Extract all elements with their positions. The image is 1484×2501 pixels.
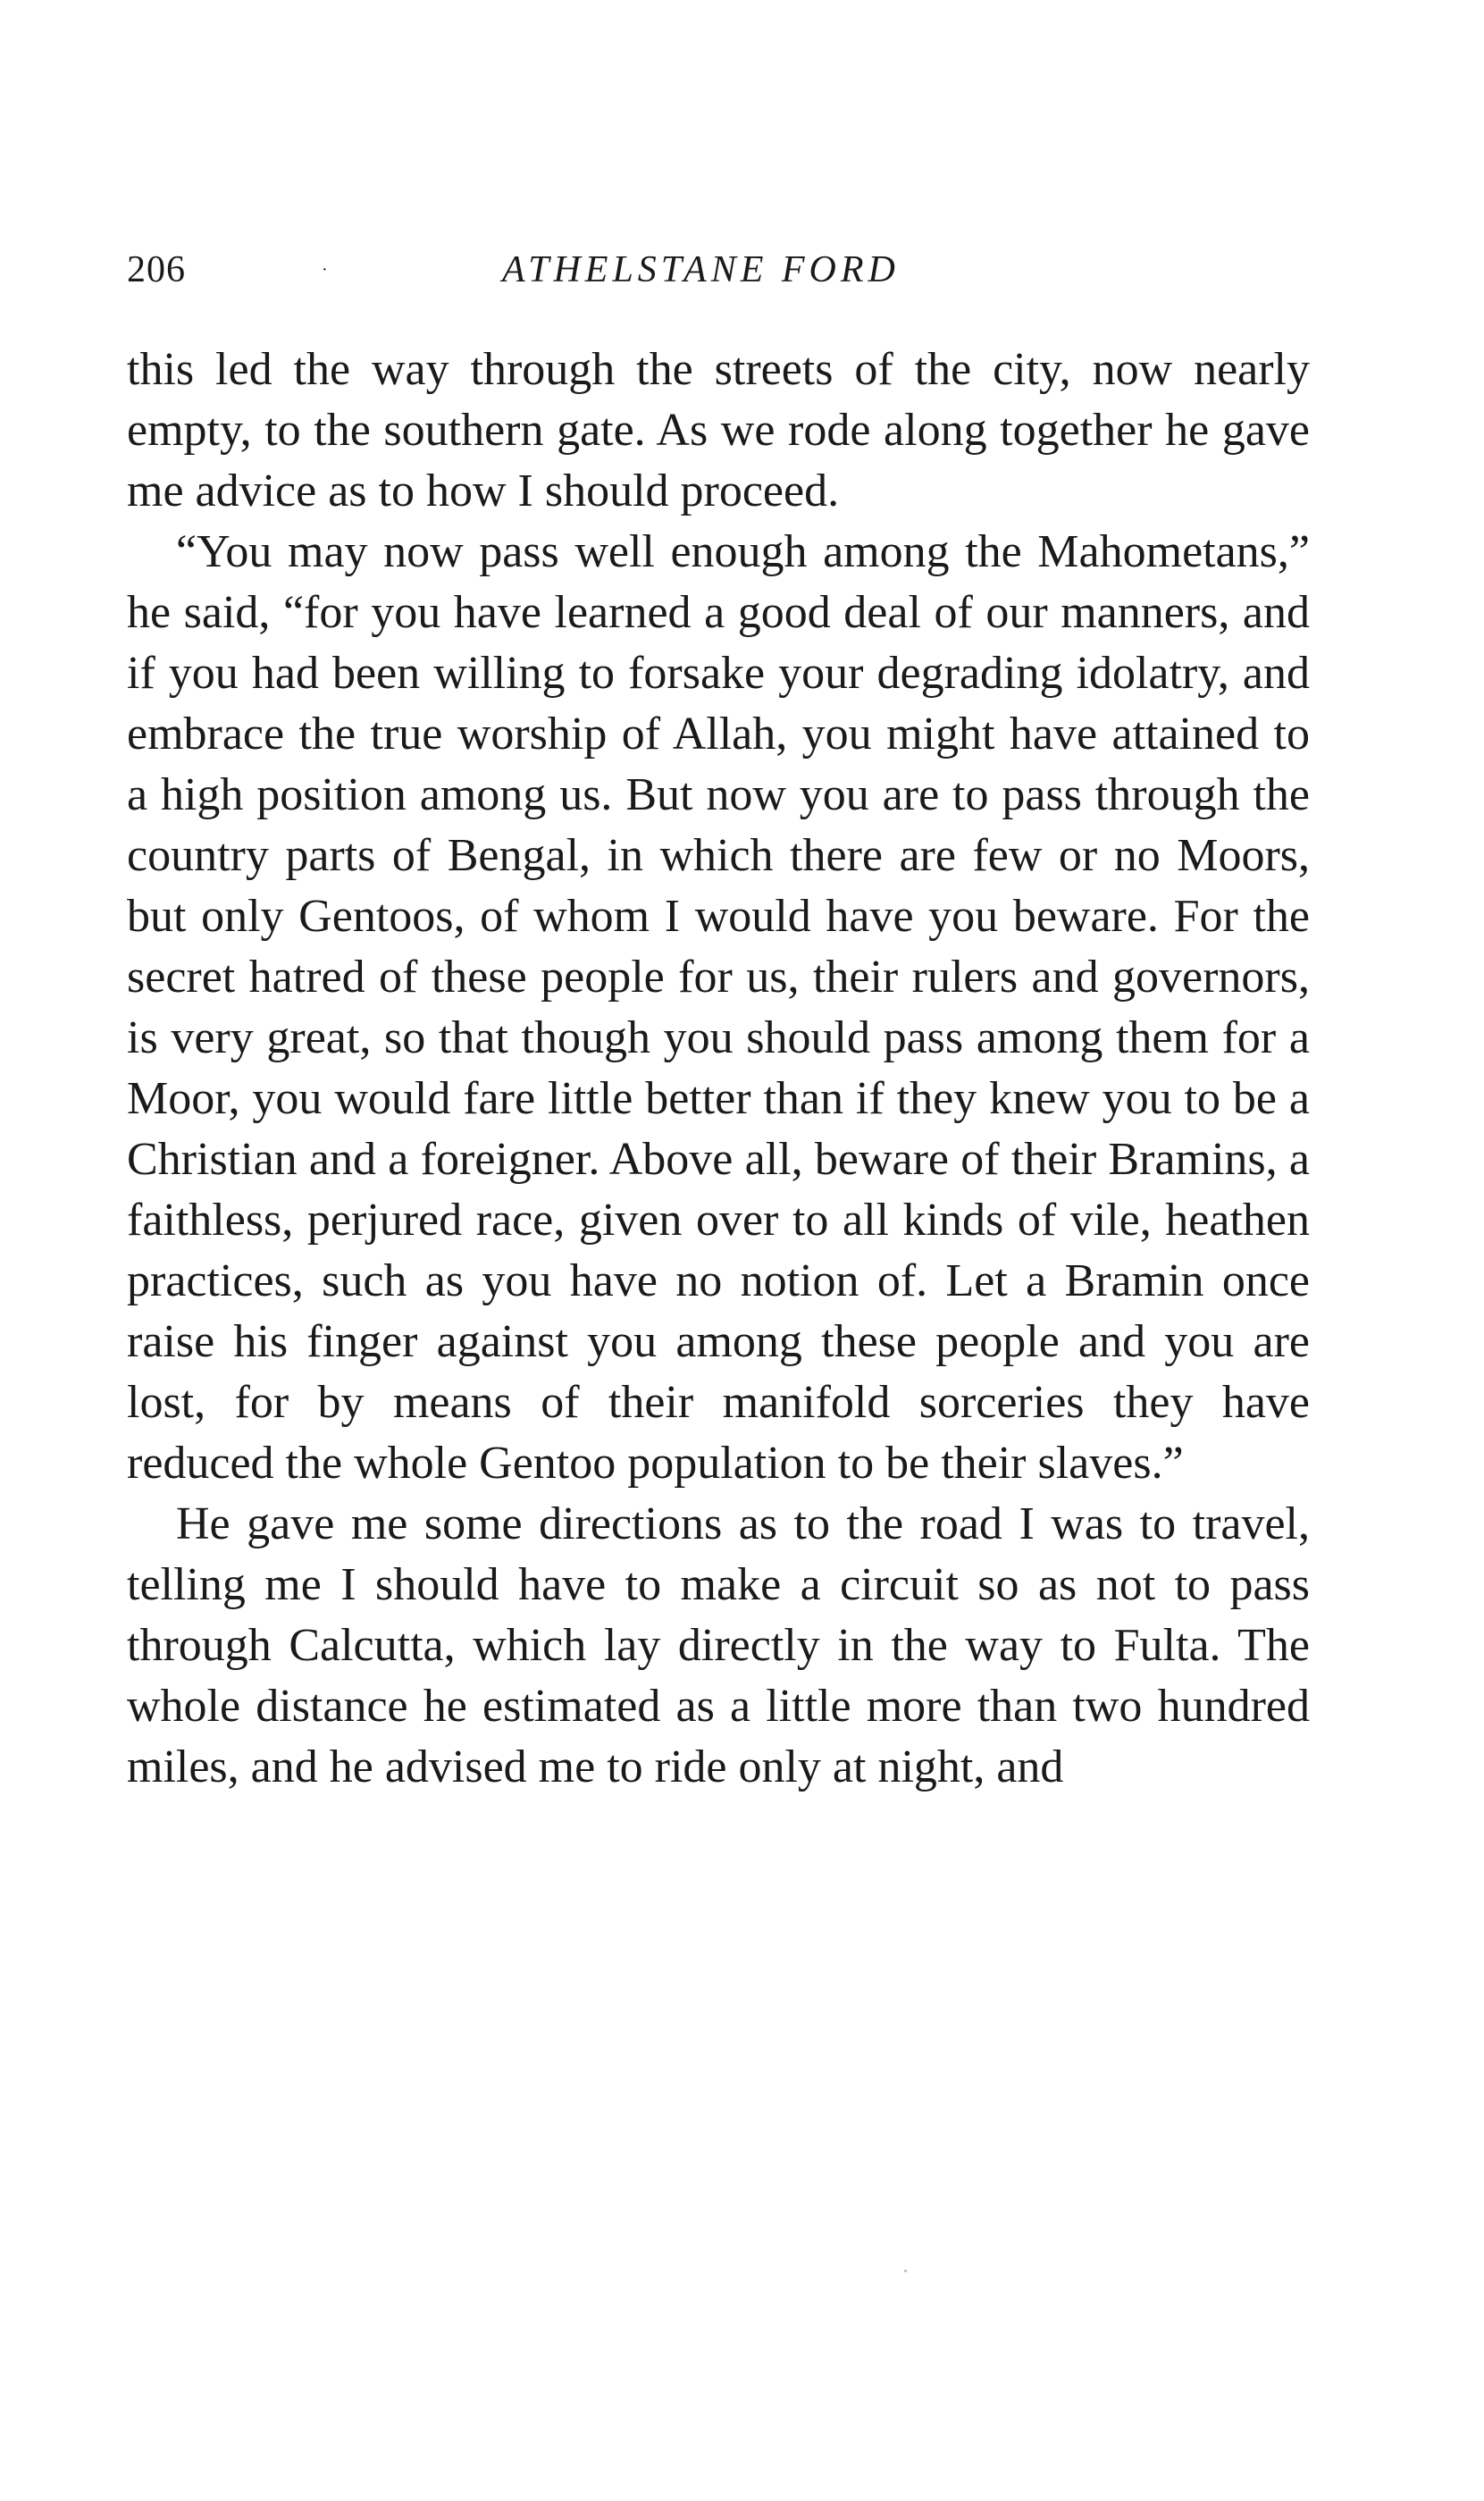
running-head [127, 243, 1310, 297]
body-text [127, 340, 1310, 1798]
header-separator: · [322, 260, 328, 280]
paragraph-1: this led the way through the streets of the city, now nearly empty, to the southern gate. As we rode along together he gave me advice as to how I should proceed. [127, 344, 1310, 516]
paragraph-2: “You may now pass well enough among the Mahometans,” he said, “for you have learned a good deal of our manners, and if you had been willing to forsake your degrading idolatry, and embrace the true worship of Allah, you might have attained to a high position among us. But now you are to pass through the country parts of Bengal, in which there are few or no Moors, but only Gentoos, of whom I would have you beware. For the secret hatred of these people for us, their rulers and governors, is very great, so that though you should pass among them for a Moor, you would fare little better than if they knew you to be a Christian and a foreigner. Above all, beware of their Bramins, a faithless, perjured race, given over to all kinds of vile, heathen practices, such as you have no notion of. Let a Bramin once raise his finger against you among these people and you are lost, for by means of their manifold sorceries they have reduced the whole Gentoo population to be their slaves.” [127, 526, 1310, 1489]
page-speck [904, 2270, 907, 2272]
book-title: ATHELSTANE FORD [502, 249, 900, 290]
paragraph-3: He gave me some directions as to the road I was to travel, telling me I should have to make a circuit so as not to pass through Calcutta, which lay directly in the way to Fulta. The whole distance he estimated as a little more than two hundred miles, and he advised me to ride only at night, and [127, 1498, 1310, 1792]
page-number: 206 [127, 249, 186, 290]
